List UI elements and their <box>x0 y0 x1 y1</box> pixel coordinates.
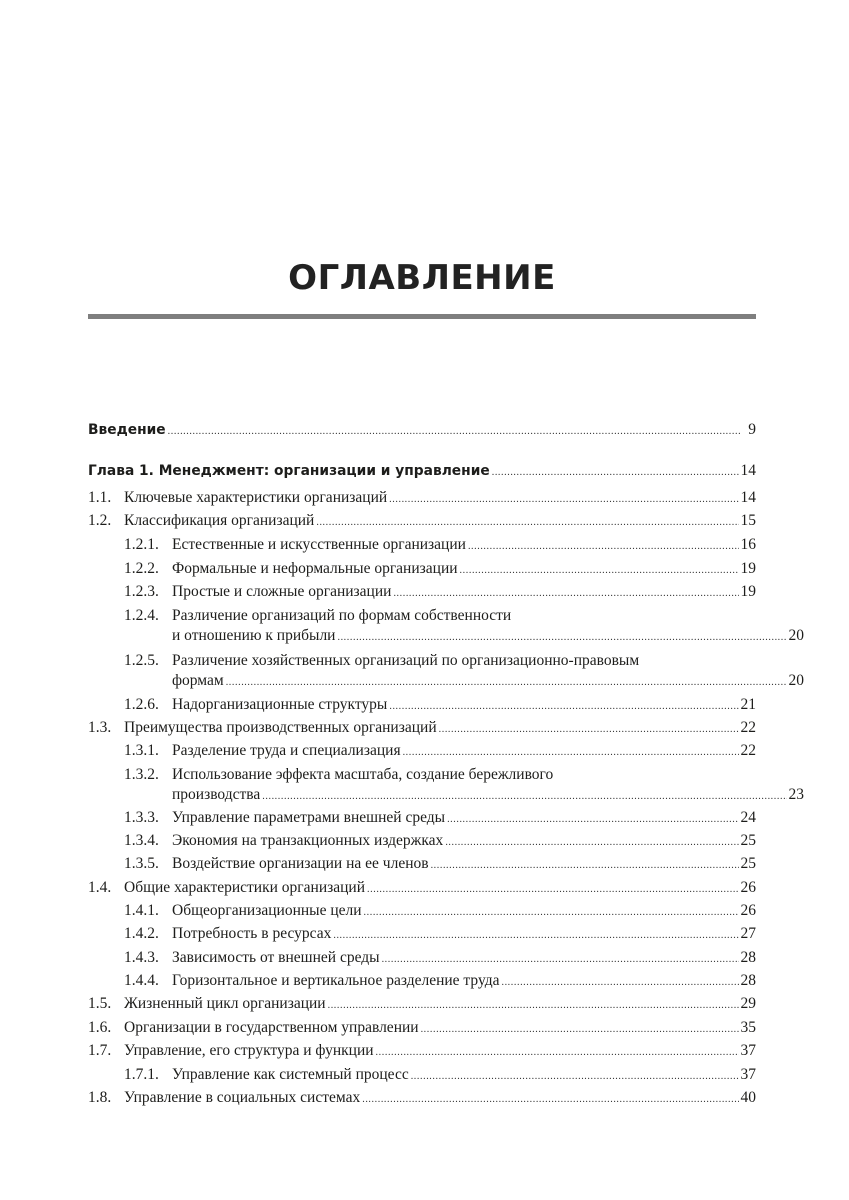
toc-entry-number: 1.2.6. <box>124 696 159 713</box>
toc-entry-title-continued: производства <box>172 786 261 803</box>
toc-entry-number: 1.4. <box>88 879 112 896</box>
toc-entry-1-3-5[interactable] <box>88 854 756 876</box>
page-title: ОГЛАВЛЕНИЕ <box>288 258 556 298</box>
toc-entry-1-2[interactable] <box>88 511 756 533</box>
toc-entry-title: Простые и сложные организации <box>172 583 392 600</box>
toc-entry-title: Потребность в ресурсах <box>172 925 332 942</box>
toc-entry-title: Глава 1. Менеджмент: организации и управление <box>88 463 490 479</box>
dot-leader <box>362 1088 738 1110</box>
toc-entry-number: 1.4.3. <box>124 949 159 966</box>
dot-leader <box>501 971 738 993</box>
toc-entry-title: Горизонтальное и вертикальное разделение труда <box>172 972 500 989</box>
toc-page-number: 21 <box>740 696 756 713</box>
toc-entry-1-3[interactable] <box>88 718 756 740</box>
toc-entry-chapter-1[interactable] <box>88 461 756 483</box>
toc-entry-1-2-2[interactable] <box>88 559 756 581</box>
toc-entry-1-2-5[interactable] <box>88 651 804 693</box>
toc-entry-number: 1.2.4. <box>124 607 159 624</box>
toc-entry-number: 1.3.4. <box>124 832 159 849</box>
dot-leader <box>226 671 787 693</box>
dot-leader <box>431 854 739 876</box>
toc-entry-1-3-4[interactable] <box>88 831 756 853</box>
toc-entry-1-6[interactable] <box>88 1018 756 1040</box>
toc-entry-title: Ключевые характеристики организаций <box>124 489 388 506</box>
toc-page-number: 16 <box>740 536 756 553</box>
toc-entry-title: Зависимость от внешней среды <box>172 949 380 966</box>
toc-page-number: 27 <box>740 925 756 942</box>
toc-entry-title: Различение организаций по формам собственности <box>172 607 512 624</box>
toc-entry-title: Различение хозяйственных организаций по организационно-правовым <box>172 652 640 669</box>
toc-entry-intro[interactable] <box>88 420 756 442</box>
dot-leader <box>376 1041 739 1063</box>
toc-entry-title: Естественные и искусственные организации <box>172 536 466 553</box>
toc-entry-title: Введение <box>88 422 166 438</box>
toc-entry-title-continued: и отношению к прибыли <box>172 627 336 644</box>
dot-leader <box>328 994 739 1016</box>
dot-leader <box>367 878 738 900</box>
dot-leader <box>492 461 739 483</box>
toc-entry-title: Общие характеристики организаций <box>124 879 366 896</box>
toc-entry-number: 1.3.3. <box>124 809 159 826</box>
toc-page-number: 28 <box>740 949 756 966</box>
toc-page-number: 35 <box>740 1019 756 1036</box>
toc-entry-title: Организации в государственном управлении <box>124 1019 419 1036</box>
toc-entry-1-2-6[interactable] <box>88 695 756 717</box>
toc-entry-1-5[interactable] <box>88 994 756 1016</box>
toc-page-number: 15 <box>740 512 756 529</box>
dot-leader <box>403 741 739 763</box>
toc-page-number: 28 <box>740 972 756 989</box>
toc-entry-number: 1.2.3. <box>124 583 159 600</box>
toc-entry-title: Управление в социальных системах <box>124 1089 361 1106</box>
toc-page-number: 29 <box>740 995 756 1012</box>
toc-entry-number: 1.8. <box>88 1089 112 1106</box>
dot-leader <box>389 695 738 717</box>
toc-entry-title: Управление, его структура и функции <box>124 1042 374 1059</box>
toc-entry-number: 1.7.1. <box>124 1066 159 1083</box>
toc-entry-1-2-3[interactable] <box>88 582 756 604</box>
toc-page-number: 22 <box>740 719 756 736</box>
toc-entry-1-4-4[interactable] <box>88 971 756 993</box>
toc-page-number: 19 <box>740 560 756 577</box>
dot-leader <box>168 420 740 442</box>
toc-entry-1-4-2[interactable] <box>88 924 756 946</box>
toc-page-number: 14 <box>740 489 756 506</box>
dot-leader <box>316 511 738 533</box>
dot-leader <box>439 718 739 740</box>
toc-entry-number: 1.3.2. <box>124 766 159 783</box>
toc-page-number: 20 <box>788 627 804 644</box>
toc-entry-title: Воздействие организации на ее членов <box>172 855 429 872</box>
toc-page-number: 25 <box>740 832 756 849</box>
toc-page-number: 9 <box>748 421 756 438</box>
toc-entry-number: 1.7. <box>88 1042 112 1059</box>
toc-entry-1-8[interactable] <box>88 1088 756 1110</box>
dot-leader <box>421 1018 739 1040</box>
toc-page-number: 37 <box>740 1066 756 1083</box>
toc-entry-1-3-1[interactable] <box>88 741 756 763</box>
toc-entry-title: Управление параметрами внешней среды <box>172 809 446 826</box>
toc-page-number: 24 <box>740 809 756 826</box>
toc-entry-number: 1.4.1. <box>124 902 159 919</box>
toc-entry-number: 1.2. <box>88 512 112 529</box>
toc-entry-title: Использование эффекта масштаба, создание бережливого <box>172 766 554 783</box>
dot-leader <box>382 948 739 970</box>
toc-entry-title: Надорганизационные структуры <box>172 696 388 713</box>
toc-entry-1-2-1[interactable] <box>88 535 756 557</box>
toc-entry-number: 1.3. <box>88 719 112 736</box>
dot-leader <box>468 535 739 557</box>
toc-entry-number: 1.1. <box>88 489 112 506</box>
toc-page-number: 37 <box>740 1042 756 1059</box>
toc-entry-number: 1.4.2. <box>124 925 159 942</box>
toc-entry-1-3-3[interactable] <box>88 808 756 830</box>
dot-leader <box>447 808 738 830</box>
toc-page-number: 26 <box>740 879 756 896</box>
toc-entry-number: 1.2.1. <box>124 536 159 553</box>
dot-leader <box>411 1065 739 1087</box>
toc-entry-title: Разделение труда и специализация <box>172 742 401 759</box>
toc-entry-1-4[interactable] <box>88 878 756 900</box>
toc-entry-1-1[interactable] <box>88 488 756 510</box>
toc-entry-title: Жизненный цикл организации <box>124 995 326 1012</box>
toc-page-number: 19 <box>740 583 756 600</box>
toc-entry-number: 1.5. <box>88 995 112 1012</box>
toc-entry-number: 1.2.2. <box>124 560 159 577</box>
toc-page-number: 23 <box>788 786 804 803</box>
dot-leader <box>364 901 739 923</box>
toc-entry-title: Управление как системный процесс <box>172 1066 409 1083</box>
toc-entry-1-4-3[interactable] <box>88 948 756 970</box>
toc-page-number: 14 <box>740 462 756 479</box>
toc-entry-1-2-4[interactable] <box>88 606 804 648</box>
toc-entry-number: 1.3.5. <box>124 855 159 872</box>
toc-entry-number: 1.6. <box>88 1019 112 1036</box>
dot-leader <box>333 924 738 946</box>
toc-entry-number: 1.2.5. <box>124 652 159 669</box>
dot-leader <box>337 626 786 648</box>
toc-entry-title: Классификация организаций <box>124 512 315 529</box>
toc-entry-number: 1.4.4. <box>124 972 159 989</box>
toc-entry-title: Общеорганизационные цели <box>172 902 362 919</box>
toc-entry-title: Экономия на транзакционных издержках <box>172 832 444 849</box>
dot-leader <box>445 831 738 853</box>
dot-leader <box>389 488 738 510</box>
dot-leader <box>460 559 739 581</box>
toc-page-number: 40 <box>740 1089 756 1106</box>
toc-entry-1-7-1[interactable] <box>88 1065 756 1087</box>
toc-page-number: 25 <box>740 855 756 872</box>
toc-page-number: 22 <box>740 742 756 759</box>
toc-page-number: 26 <box>740 902 756 919</box>
toc-page-number: 20 <box>788 672 804 689</box>
toc-entry-title: Преимущества производственных организаций <box>124 719 437 736</box>
toc-entry-1-4-1[interactable] <box>88 901 756 923</box>
toc-entry-number: 1.3.1. <box>124 742 159 759</box>
title-underline <box>88 314 756 319</box>
dot-leader <box>393 582 738 604</box>
toc-entry-title-continued: формам <box>172 672 224 689</box>
toc-entry-1-3-2[interactable] <box>88 765 804 807</box>
toc-entry-title: Формальные и неформальные организации <box>172 560 458 577</box>
dot-leader <box>262 785 786 807</box>
toc-entry-1-7[interactable] <box>88 1041 756 1063</box>
